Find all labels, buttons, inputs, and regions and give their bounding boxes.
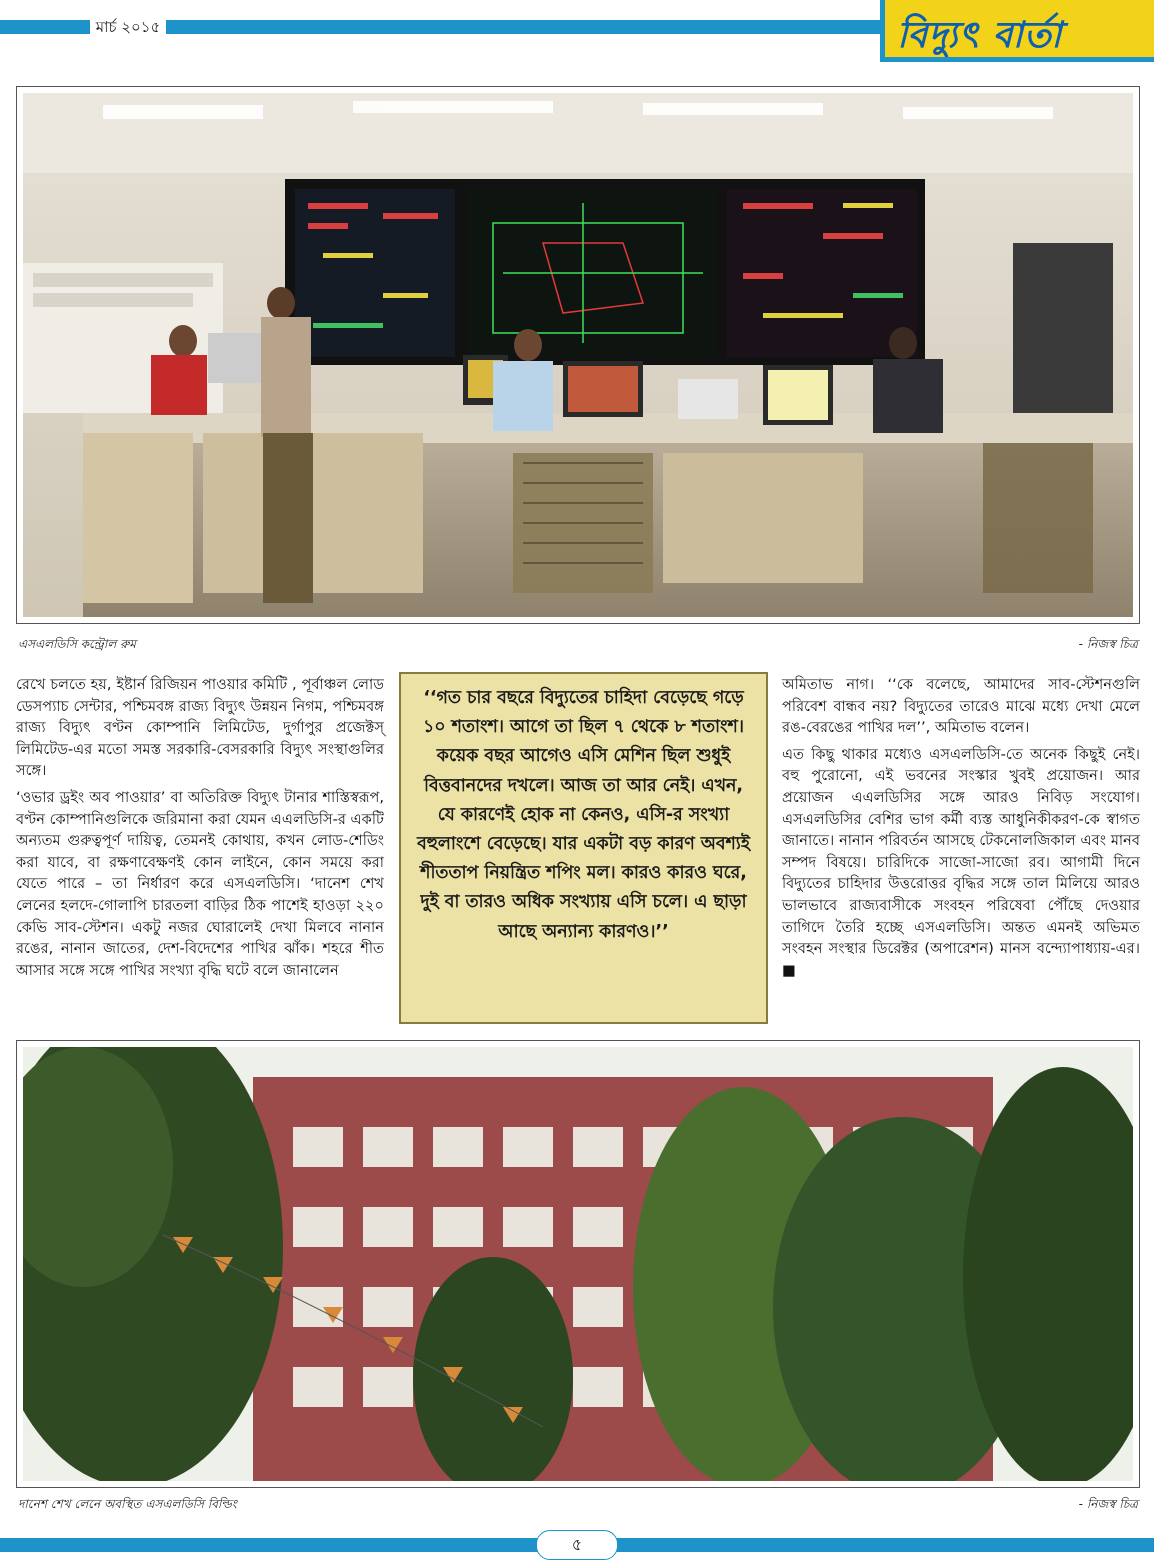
article-paragraph: ‘ওভার ড্রইং অব পাওয়ার’ বা অতিরিক্ত বিদ্যুৎ টানার শাস্তিস্বরূপ, বণ্টন কোম্পানিগুলিকে জরিমানা করা যেমন এএলডিসি-র একটি অন্যতম গুরুত্বপূর্ণ দায়িত্ব, তেমনই কোথায়, কখন লোড-শেডিং করা যাবে, বা রক্ষণাবেক্ষণই কোন লাইনে, কোন সময়ে করা যেতে পারে – তা নির্ধারণ করে এসএলডিসি। ‘দানেশ শেখ লেনের হলদে-গোলাপি চারতলা বাড়ির ঠিক পাশেই হাওড়া ২২০ কেভি সাব-স্টেশন। একটু নজর ঘোরালেই দেখা মিলবে নানান রঙের, নানান জাতের, দেশ-বিদেশের পাখির ঝাঁক। শহরে শীত আসার সঙ্গে সঙ্গে পাখির সংখ্যা বৃদ্ধি ঘটে বলে জানালেন [16, 788, 384, 979]
masthead-logo [880, 0, 1154, 62]
article-paragraph: রেখে চলতে হয়, ইষ্টার্ন রিজিয়ন পাওয়ার কমিটি , পূর্বাঞ্চল লোড ডেসপ্যাচ সেন্টার, পশ্চিমবঙ্গ রাজ্য বিদ্যুৎ উন্নয়ন নিগম, পশ্চিমবঙ্গ রাজ্য বিদ্যুৎ বণ্টন কোম্পানি লিমিটেড, দুর্গাপুর প্রজেক্টস্ লিমিটেড-এর মতো সমস্ত সরকারি-বেসরকারি বিদ্যুৎ সংস্থাগুলির সঙ্গে। [16, 676, 384, 780]
bottom-photo-credit: - নিজস্ব চিত্র [1078, 1497, 1138, 1511]
control-room-image [23, 93, 1133, 617]
pull-quote [399, 672, 768, 1024]
article-paragraph: এত কিছু থাকার মধ্যেও এসএলডিসি-তে অনেক কিছুই নেই। বহু পুরোনো, এই ভবনের সংস্কার খুবই প্রয়োজন। আর প্রয়োজন এএলডিসির সঙ্গে আরও নিবিড় সংযোগ। এসএলডিসির বেশির ভাগ কর্মী ব্যস্ত আধুনিকীকরণ-কে স্বাগত জানাতে। নানান পরিবর্তন আসছে টেকনোলজিকাল এবং মানব সম্পদ বিষয়ে। চারিদিকে সাজো-সাজো রব। আগামী দিনে বিদ্যুতের চাহিদার উত্তরোত্তর বৃদ্ধির সঙ্গে তাল মিলিয়ে আরও ভালভাবে রাজ্যবাসীকে সংবহন পরিষেবা পৌঁছে দেওয়ার তাগিদে তৈরি হচ্ছে এসএলডিসি। অন্তত এমনই অভিমত সংবহন সংস্থার ডিরেক্টর (অপারেশন) মানস বন্দ্যোপাধ্যায়-এর। ■ [782, 745, 1140, 979]
article-paragraph: অমিতাভ নাগ। ‘‘কে বলেছে, আমাদের সাব-স্টেশনগুলি পরিবেশ বান্ধব নয়? বিদ্যুতের তারেও মাঝে মধ্যে দেখা মেলে রঙ-বেরঙের পাখির দল’’, অমিতাভ বলেন। [782, 676, 1140, 737]
building-photo [16, 1040, 1140, 1488]
page-number: ৫ [536, 1530, 618, 1560]
issue-date: মার্চ ২০১৫ [90, 14, 166, 40]
top-photo-credit: - নিজস্ব চিত্র [1078, 637, 1138, 651]
building-image [23, 1047, 1133, 1481]
pull-quote-text: ‘‘গত চার বছরে বিদ্যুতের চাহিদা বেড়েছে গড়ে ১০ শতাংশ। আগে তা ছিল ৭ থেকে ৮ শতাংশ। কয়েক বছর আগেও এসি মেশিন ছিল শুধুই বিত্তবানদের দখলে। আজ তা আর নেই। এখন, যে কারণেই হোক না কেনও, এসি-র সংখ্যা বহুলাংশে বেড়েছে। যার একটা বড় কারণ অবশ্যই শীততাপ নিয়ন্ত্রিত শপিং মল। কারও কারও ঘরে, দুই বা তারও অধিক সংখ্যায় এসি চলে। এ ছাড়া আছে অন্যান্য কারণও।’’ [417, 688, 750, 942]
control-room-photo [16, 86, 1140, 624]
article-column-left [16, 674, 384, 986]
bottom-photo-caption: দানেশ শেখ লেনে অবস্থিত এসএলডিসি বিল্ডিং [18, 1497, 237, 1511]
masthead-title: বিদ্যুৎ বার্তা [897, 15, 1063, 56]
top-photo-caption: এসএলডিসি কন্ট্রোল রুম [18, 637, 136, 651]
article-column-right [782, 674, 1140, 986]
